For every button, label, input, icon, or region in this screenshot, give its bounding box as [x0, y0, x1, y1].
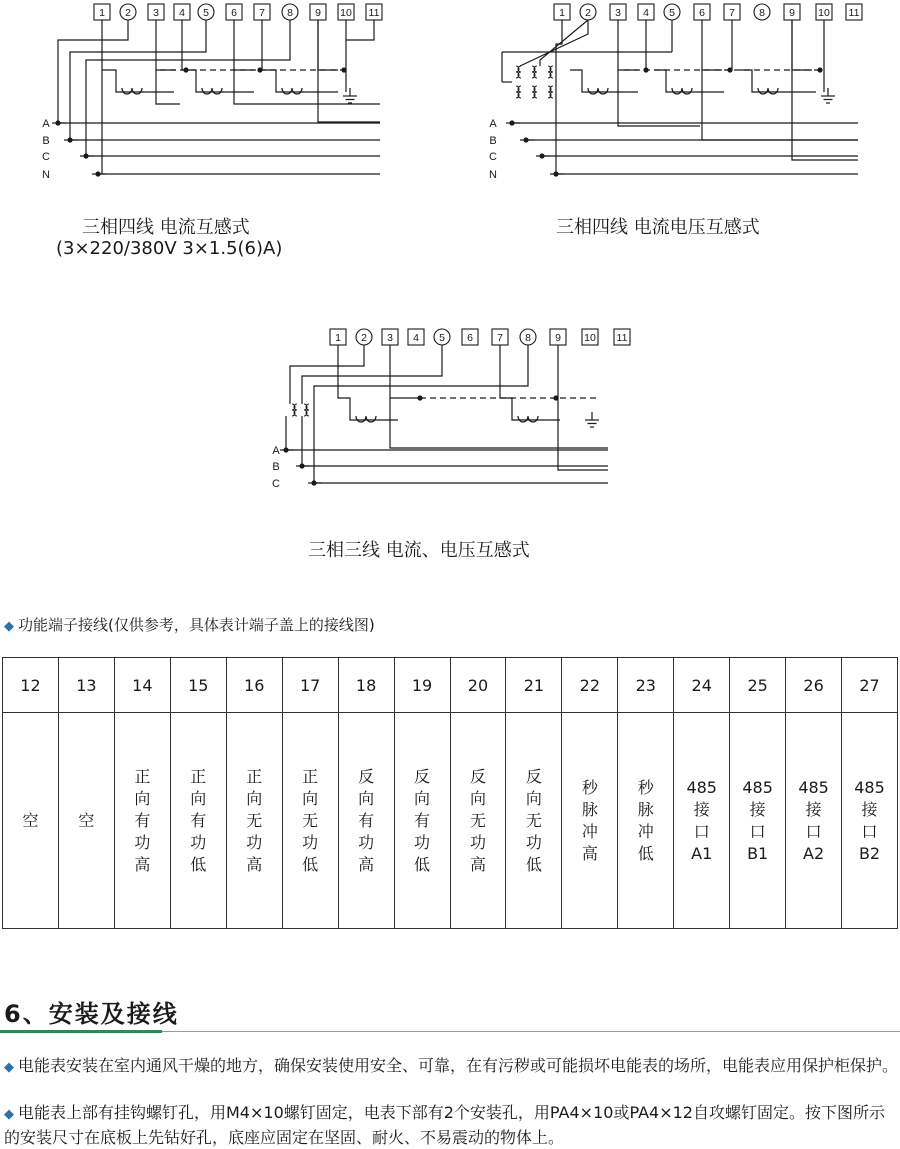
junction-dot — [643, 67, 648, 72]
terminal-function-17: 正 向 无 功 低 — [282, 713, 338, 929]
terminal-number-22: 22 — [562, 658, 618, 713]
wire — [346, 20, 374, 40]
vt-coil — [306, 404, 309, 416]
ct-coil — [202, 88, 222, 94]
terminal-label: 3 — [387, 332, 393, 344]
terminal-number-row — [3, 658, 898, 713]
terminal-function-12: 空 — [3, 713, 59, 929]
terminal-number-14: 14 — [114, 658, 170, 713]
terminal-function-16: 正 向 无 功 高 — [226, 713, 282, 929]
wire — [102, 70, 174, 92]
phase-label-C: C — [42, 151, 50, 163]
junction-dot — [183, 67, 188, 72]
terminal-function-26: 485 接 口 A2 — [786, 713, 842, 929]
terminal-label: 7 — [259, 7, 265, 19]
phase-label-B: B — [42, 135, 50, 147]
install-bullet-2 — [4, 1101, 898, 1149]
terminal-function-25: 485 接 口 B1 — [730, 713, 786, 929]
ct-coil — [518, 416, 538, 422]
terminal-label: 10 — [584, 332, 596, 344]
terminal-number-26: 26 — [786, 658, 842, 713]
terminal-label: 3 — [615, 7, 621, 19]
terminal-label: 1 — [99, 7, 105, 19]
wire — [234, 20, 254, 70]
diagram1-caption: 三相四线 电流互感式 — [82, 217, 250, 238]
terminal-function-19: 反 向 有 功 低 — [394, 713, 450, 929]
vt-coil — [534, 66, 537, 78]
wire — [558, 398, 608, 470]
terminal-label: 3 — [153, 7, 159, 19]
function-terminals-title — [4, 614, 375, 635]
terminal-label: 6 — [231, 7, 237, 19]
ct-coil — [672, 88, 692, 94]
terminal-label: 9 — [789, 7, 795, 19]
terminal-label: 7 — [729, 7, 735, 19]
phase-label-A: A — [272, 445, 280, 457]
terminal-label: 11 — [848, 7, 860, 19]
ct-coil — [758, 88, 778, 94]
terminal-label: 8 — [287, 7, 293, 19]
wire — [618, 70, 700, 126]
wire — [702, 70, 858, 140]
terminal-label: 8 — [759, 7, 765, 19]
junction-dot — [523, 137, 528, 142]
terminal-label: 8 — [525, 332, 531, 344]
terminal-label: 10 — [818, 7, 830, 19]
terminal-function-15: 正 向 有 功 低 — [170, 713, 226, 929]
terminal-number-23: 23 — [618, 658, 674, 713]
wire — [654, 70, 724, 92]
junction-dot — [257, 67, 262, 72]
phase-label-B: B — [489, 135, 497, 147]
wire — [70, 20, 206, 140]
terminal-function-22: 秒 脉 冲 高 — [562, 713, 618, 929]
vt-coil — [518, 66, 521, 78]
vt-coil — [534, 86, 537, 98]
function-terminals-title-text: 功能端子接线(仅供参考，具体表计端子盖上的接线图) — [18, 616, 375, 634]
wire — [58, 20, 128, 123]
wire — [234, 70, 380, 104]
wire — [792, 20, 812, 70]
terminal-function-14: 正 向 有 功 高 — [114, 713, 170, 929]
diagram3-caption: 三相三线 电流、电压互感式 — [308, 540, 530, 561]
diamond-bullet-icon: ◆ — [4, 1060, 14, 1075]
terminal-function-21: 反 向 无 功 低 — [506, 713, 562, 929]
terminal-number-13: 13 — [58, 658, 114, 713]
phase-label-A: A — [42, 118, 50, 130]
diamond-bullet-icon: ◆ — [4, 1107, 14, 1122]
terminal-label: 5 — [669, 7, 675, 19]
wire — [156, 70, 180, 104]
ct-coil — [588, 88, 608, 94]
terminal-function-23: 秒 脉 冲 低 — [618, 713, 674, 929]
wire — [540, 20, 588, 66]
wire — [156, 20, 176, 70]
vt-coil — [550, 86, 553, 98]
terminal-number-27: 27 — [842, 658, 898, 713]
phase-label-B: B — [272, 461, 280, 473]
junction-dot — [817, 67, 822, 72]
vt-coil — [550, 66, 553, 78]
terminal-label: 11 — [368, 7, 380, 19]
terminal-number-21: 21 — [506, 658, 562, 713]
wire — [290, 345, 364, 404]
terminal-label: 4 — [413, 332, 419, 344]
install-bullet-1-text: 电能表安装在室内通风干燥的地方，确保安装使用安全、可靠，在有污秽或可能损坏电能表的场所，电能表应用保护柜保护。 — [18, 1056, 899, 1075]
ct-coil — [122, 88, 142, 94]
junction-dot — [417, 395, 422, 400]
wire — [520, 20, 588, 66]
terminal-number-20: 20 — [450, 658, 506, 713]
terminal-label: 2 — [361, 332, 367, 344]
section-accent-line — [0, 1030, 162, 1033]
terminal-number-12: 12 — [3, 658, 59, 713]
terminal-label: 1 — [335, 332, 341, 344]
terminal-number-19: 19 — [394, 658, 450, 713]
ct-coil — [282, 88, 302, 94]
terminal-label: 10 — [340, 7, 352, 19]
terminal-label: 7 — [497, 332, 503, 344]
section-divider — [162, 1031, 900, 1032]
junction-dot — [727, 67, 732, 72]
terminal-function-18: 反 向 有 功 高 — [338, 713, 394, 929]
terminal-label: 2 — [585, 7, 591, 19]
ct-coil — [356, 416, 376, 422]
junction-dot — [509, 120, 514, 125]
wire — [792, 70, 858, 160]
terminal-label: 9 — [315, 7, 321, 19]
terminal-function-27: 485 接 口 B2 — [842, 713, 898, 929]
terminal-function-row — [3, 713, 898, 929]
terminal-label: 6 — [467, 332, 473, 344]
terminal-label: 6 — [699, 7, 705, 19]
phase-label-N: N — [42, 169, 50, 181]
wire — [570, 70, 638, 92]
wire — [318, 20, 338, 70]
wire — [338, 345, 398, 420]
terminal-function-24: 485 接 口 A1 — [674, 713, 730, 929]
wire — [702, 20, 722, 70]
terminal-label: 4 — [643, 7, 649, 19]
terminal-label: 1 — [559, 7, 565, 19]
wire — [500, 345, 560, 420]
wire — [262, 70, 338, 92]
terminal-number-24: 24 — [674, 658, 730, 713]
phase-label-C: C — [272, 478, 280, 490]
section-title: 6、安装及接线 — [4, 1000, 179, 1028]
vt-coil — [294, 404, 297, 416]
function-terminal-table — [2, 657, 898, 929]
terminal-function-13: 空 — [58, 713, 114, 929]
diamond-bullet-icon: ◆ — [4, 619, 14, 634]
diagram2-caption: 三相四线 电流电压互感式 — [556, 217, 760, 238]
vt-coil — [518, 86, 521, 98]
install-bullet-2-text: 电能表上部有挂钩螺钉孔，用M4×10螺钉固定，电表下部有2个安装孔，用PA4×10或PA4×12自攻螺钉固定。按下图所示的安装尺寸在底板上先钻好孔，底座应固定在坚固、耐火、不易震动的物体上。 — [4, 1103, 885, 1147]
junction-dot — [539, 153, 544, 158]
terminal-number-18: 18 — [338, 658, 394, 713]
terminal-function-20: 反 向 无 功 高 — [450, 713, 506, 929]
terminal-number-25: 25 — [730, 658, 786, 713]
terminal-number-16: 16 — [226, 658, 282, 713]
wire — [302, 345, 442, 404]
terminal-label: 5 — [203, 7, 209, 19]
terminal-label: 11 — [616, 332, 628, 344]
terminal-number-15: 15 — [170, 658, 226, 713]
phase-label-C: C — [489, 151, 497, 163]
install-bullet-1 — [4, 1054, 898, 1079]
wire — [618, 20, 638, 70]
wire — [390, 398, 608, 448]
terminal-label: 2 — [125, 7, 131, 19]
terminal-number-17: 17 — [282, 658, 338, 713]
wire — [182, 70, 254, 92]
junction-dot — [95, 171, 100, 176]
phase-label-N: N — [489, 169, 497, 181]
terminal-label: 9 — [555, 332, 561, 344]
diagram1-subcaption: (3×220/380V 3×1.5(6)A) — [56, 238, 283, 259]
phase-label-A: A — [489, 118, 497, 130]
terminal-label: 5 — [439, 332, 445, 344]
terminal-label: 4 — [179, 7, 185, 19]
